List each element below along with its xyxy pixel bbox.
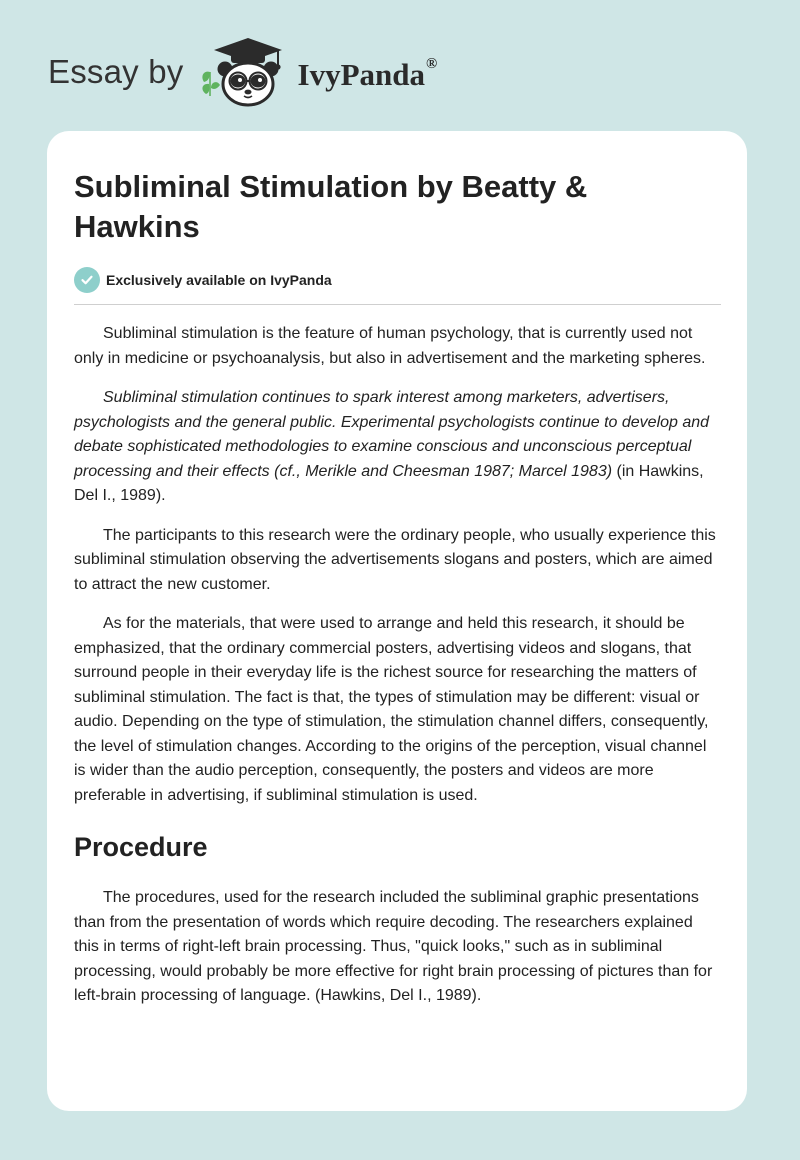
site-header xyxy=(48,36,437,108)
essay-card xyxy=(47,131,747,1111)
essay-by-label: Essay by xyxy=(48,53,184,90)
paragraph-1: Subliminal stimulation is the feature of human psychology, that is currently used not only in medicine or psychoanalysis, but also in advertisement and the marketing spheres. xyxy=(74,325,706,367)
section-heading-procedure: Procedure xyxy=(74,832,208,862)
procedure-paragraph: The procedures, used for the research included the subliminal graphic presentations than from the presentation of words which require decoding. The researchers explained this in terms of right-left brain processing. Thus, "quick looks," such as in subliminal processing, would probably be more effective for right brain processing of pictures than for left-brain processing of language. (Hawkins, Del I., 1989). xyxy=(74,889,713,1004)
essay-body xyxy=(74,322,721,1009)
brand-name[interactable] xyxy=(298,57,438,93)
registered-mark: ® xyxy=(425,55,438,72)
brand-text: IvyPanda xyxy=(297,57,425,92)
check-circle-icon xyxy=(74,267,100,293)
exclusive-badge xyxy=(74,267,721,305)
panda-graduate-logo-icon[interactable] xyxy=(198,36,290,108)
quote-text: Subliminal stimulation continues to spark interest among marketers, advertisers, psychologists and the general public. Experimental psychologists continue to develop and debate sophisticated methodologies to examine conscious and unconscious perceptual processing and their effects (cf., Merikle and Cheesman 1987; Marcel 1983) xyxy=(74,389,710,480)
paragraph-4: As for the materials, that were used to arrange and held this research, it should be emphasized, that the ordinary commercial posters, advertising videos and slogans, that surround people in their everyday life is the richest source for researching the matters of subliminal stimulation. The fact is that, the types of stimulation may be different: visual or audio. Depending on the type of stimulation, the stimulation channel differs, consequently, the level of stimulation changes. According to the origins of the perception, visual channel is wider than the audio perception, consequently, the posters and videos are more preferable in advertising, if subliminal stimulation is used. xyxy=(74,615,709,804)
quote-citation: (in Hawkins, Del I., 1989). xyxy=(74,462,704,504)
page-title: Subliminal Stimulation by Beatty & Hawkins xyxy=(74,169,588,244)
paragraph-3: The participants to this research were the ordinary people, who usually experience this subliminal stimulation observing the advertisements slogans and posters, which are aimed to attract the new customer. xyxy=(74,526,716,593)
exclusive-label: Exclusively available on IvyPanda xyxy=(106,272,332,288)
paragraph-2-quote xyxy=(74,386,721,509)
